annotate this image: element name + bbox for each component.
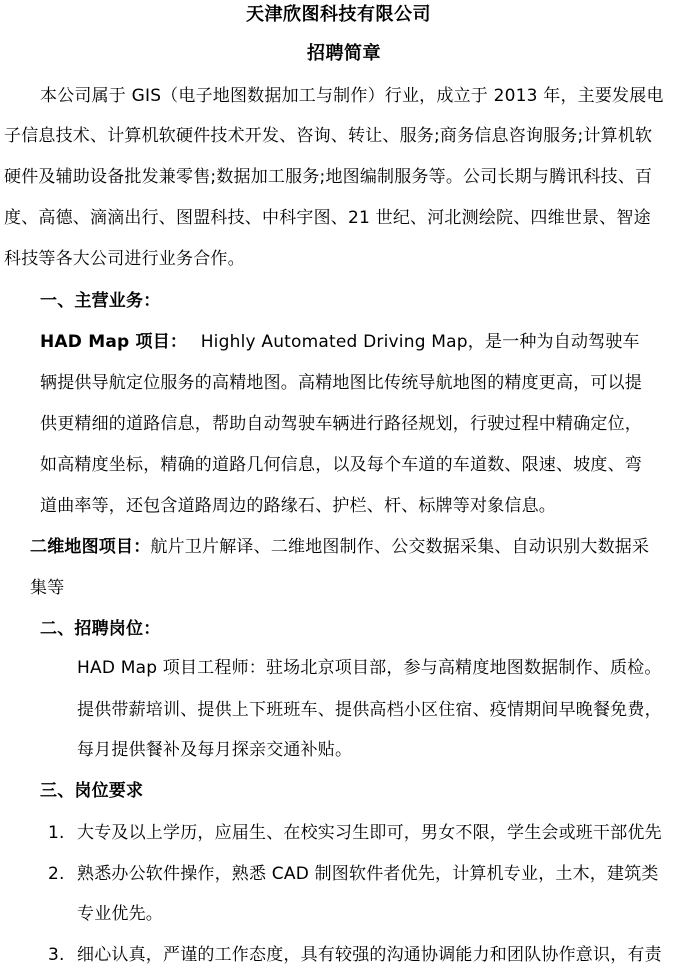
section-heading-positions: 二、招聘岗位： <box>40 619 161 639</box>
had-label: HAD Map 项目： <box>40 332 188 352</box>
had-line: 如高精度坐标，精确的道路几何信息，以及每个车道的车道数、限速、坡度、弯 <box>40 455 642 475</box>
doc-title: 招聘简章 <box>307 43 381 64</box>
req-number: 2. <box>48 864 65 884</box>
job-line: 提供带薪培训、提供上下班班车、提供高档小区住宿、疫情期间早晚餐免费， <box>77 700 662 720</box>
map2d-rest: 航片卫片解译、二维地图制作、公交数据采集、自动识别大数据采 <box>150 537 650 557</box>
intro-line: 科技等各大公司进行业务合作。 <box>4 249 245 269</box>
req-number: 3. <box>48 945 65 965</box>
had-line: 辆提供导航定位服务的高精地图。高精地图比传统导航地图的精度更高，可以提 <box>40 373 642 393</box>
req-text: 大专及以上学历，应届生、在校实习生即可，男女不限，学生会或班干部优先 <box>77 823 662 843</box>
map2d-label: 二维地图项目： <box>30 537 151 557</box>
req-text: 细心认真，严谨的工作态度，具有较强的沟通协调能力和团队协作意识，有责 <box>77 945 662 965</box>
req-text-cont: 专业优先。 <box>77 904 163 924</box>
intro-line: 子信息技术、计算机软硬件技术开发、咨询、转让、服务;商务信息咨询服务;计算机软 <box>4 126 653 146</box>
intro-line: 硬件及辅助设备批发兼零售;数据加工服务;地图编制服务等。公司长期与腾讯科技、百 <box>4 167 653 187</box>
intro-line: 本公司属于 GIS（电子地图数据加工与制作）行业，成立于 2013 年，主要发展电 <box>40 86 664 106</box>
req-number: 1. <box>48 823 65 843</box>
intro-line: 度、高德、滴滴出行、图盟科技、中科宇图、21 世纪、河北测绘院、四维世景、智途 <box>4 208 651 228</box>
map2d-line: 集等 <box>30 578 65 598</box>
company-title: 天津欣图科技有限公司 <box>246 4 431 25</box>
had-first-rest: Highly Automated Driving Map，是一种为自动驾驶车 <box>200 332 640 352</box>
had-line: 道曲率等，还包含道路周边的路缘石、护栏、杆、标牌等对象信息。 <box>40 496 556 516</box>
job-line: HAD Map 项目工程师：驻场北京项目部，参与高精度地图数据制作、质检。 <box>77 658 662 678</box>
map2d-first-line <box>30 536 649 558</box>
section-heading-requirements: 三、岗位要求 <box>40 781 144 801</box>
had-first-line <box>40 331 640 353</box>
section-heading-main-business: 一、主营业务： <box>40 291 161 311</box>
req-text: 熟悉办公软件操作，熟悉 CAD 制图软件者优先，计算机专业，土木，建筑类 <box>77 864 659 884</box>
job-line: 每月提供餐补及每月探亲交通补贴。 <box>77 740 353 760</box>
had-line: 供更精细的道路信息，帮助自动驾驶车辆进行路径规划，行驶过程中精确定位， <box>40 414 642 434</box>
